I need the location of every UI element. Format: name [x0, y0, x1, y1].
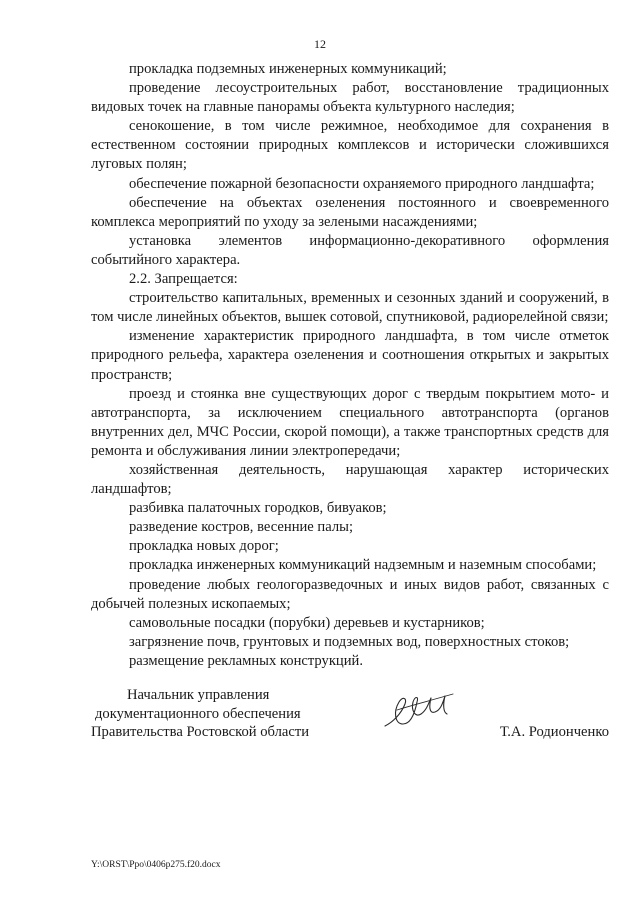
paragraph: обеспечение пожарной безопасности охраняемого природного ландшафта; [129, 175, 595, 192]
document-body [91, 60, 609, 671]
page-number: 12 [314, 37, 326, 51]
paragraph: самовольные посадки (порубки) деревьев и кустарников; [129, 614, 485, 631]
section-heading: 2.2. Запрещается: [129, 271, 238, 288]
signature-block [91, 686, 609, 746]
paragraph: обеспечение на объектах озеленения постоянного и своевременного комплекса мероприятий по уходу за зелеными насаждениями; [91, 194, 609, 230]
paragraph: проезд и стоянка вне существующих дорог с твердым покрытием мото- и автотранспорта, за исключением специального автотранспорта (органов внутренних дел, МЧС России, скорой помощи), а также транспортных средств для ремонта и обслуживания линии электропередачи; [91, 385, 609, 459]
paragraph: проведение любых геологоразведочных и иных видов работ, связанных с добычей полезных ископаемых; [91, 576, 609, 612]
signer-title [91, 686, 331, 742]
paragraph: прокладка подземных инженерных коммуникаций; [129, 61, 447, 77]
file-path: Y:\ORST\Ppo\0406p275.f20.docx [91, 860, 221, 870]
paragraph: изменение характеристик природного ландшафта, в том числе отметок природного рельефа, характера озеленения и соотношения открытых и закрытых пространств; [91, 328, 609, 383]
paragraph: загрязнение почв, грунтовых и подземных вод, поверхностных стоков; [129, 633, 570, 650]
paragraph: прокладка инженерных коммуникаций надземным и наземным способами; [129, 557, 597, 574]
paragraph: разбивка палаточных городков, бивуаков; [129, 500, 387, 517]
signer-title-line: Правительства Ростовской области [91, 724, 310, 740]
paragraph: проведение лесоустроительных работ, восстановление традиционных видовых точек на главные панорамы объекта культурного наследия; [91, 80, 609, 116]
paragraph: прокладка новых дорог; [129, 538, 279, 555]
paragraph: сенокошение, в том числе режимное, необходимое для сохранения в естественном состоянии природных комплексов и исторически сложившихся луговых полян; [91, 118, 609, 173]
paragraph: хозяйственная деятельность, нарушающая характер исторических ландшафтов; [91, 461, 609, 498]
signer-title-line: документационного обеспечения [95, 705, 301, 722]
signer-name: Т.А. Родионченко [499, 724, 609, 740]
handwritten-signature [379, 688, 459, 732]
paragraph: установка элементов информационно-декоративного оформления событийного характера. [91, 232, 609, 268]
signer-title-line: Начальник управления [127, 687, 270, 703]
paragraph: размещение рекламных конструкций. [129, 652, 363, 669]
paragraph: строительство капитальных, временных и сезонных зданий и сооружений, в том числе линейных объектов, вышек сотовой, спутниковой, радиорелейной связи; [91, 290, 609, 326]
paragraph: разведение костров, весенние палы; [129, 519, 353, 536]
